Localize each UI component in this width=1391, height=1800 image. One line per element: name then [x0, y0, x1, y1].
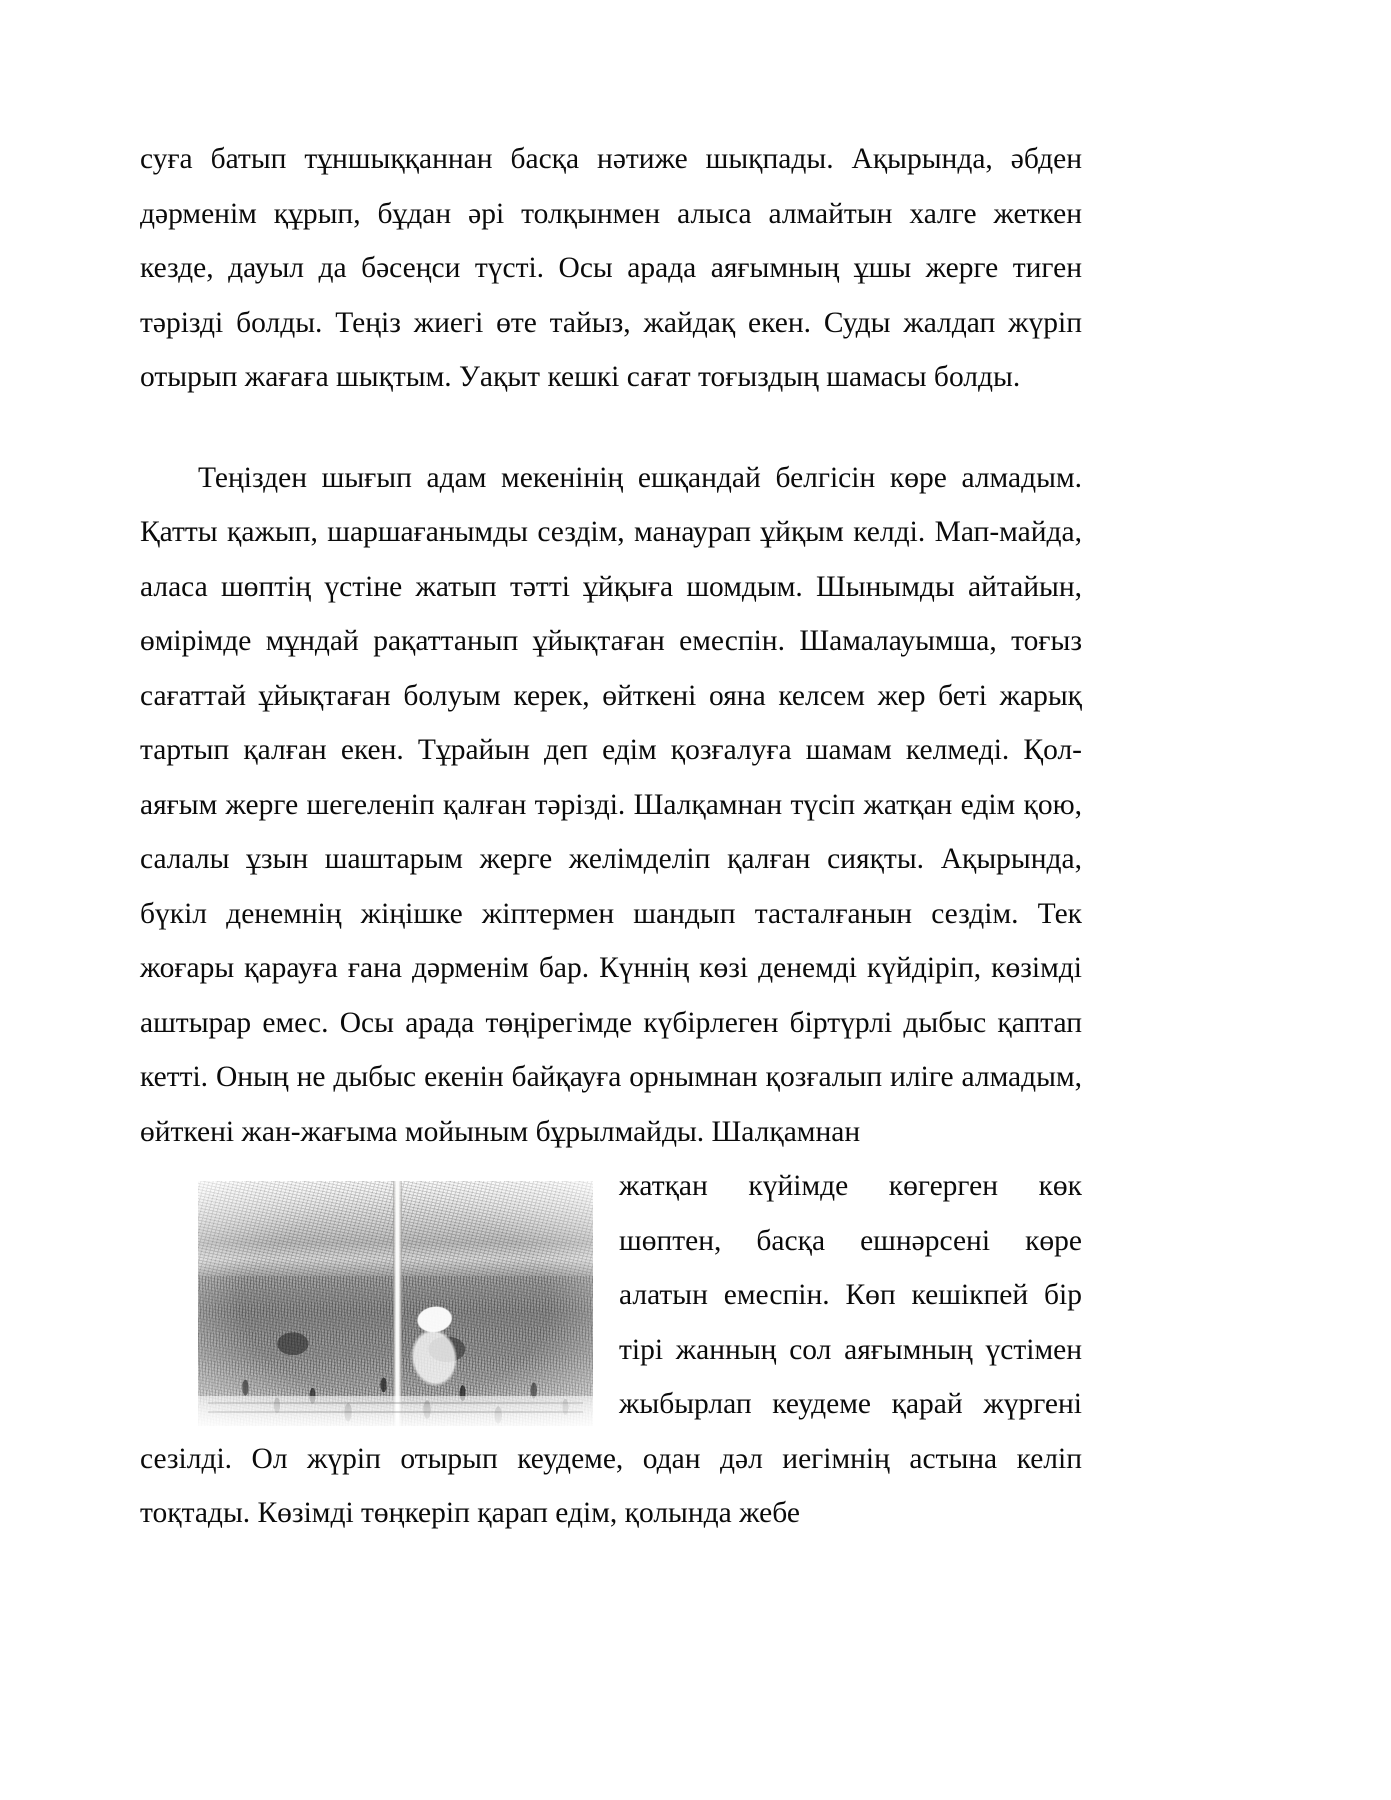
paragraph-2: Теңізден шығып адам мекенінің ешқандай белгісін көре алмадым. Қатты қажып, шаршағанымды сездім, манаурап ұйқым келді. Мап-майда, аласа шөптің үстіне жатып тәтті ұйқыға шомдым. Шынымды айтайын, өмірімде мұндай рақаттанып ұйықтаған емеспін. Шамалауымша, тоғыз сағаттай ұйықтаған болуым керек, өйткені ояна келсем жер беті жарық тартып қалған екен. Тұрайын деп едім қозғалуға шамам келмеді. Қол-аяғым жерге шегеленіп қалған тәрізді. Шалқамнан түсіп жатқан едім қою, салалы ұзын шаштарым жерге желімделіп қалған сияқты. Ақырында, бүкіл денемнің жіңішке жіптермен шандып тасталғанын сездім. Тек жоғары қарауға ғана дәрменім бар. Күннің көзі денемді күйдіріп, көзімді аштырар емес. Осы арада төңірегімде күбірлеген біртүрлі дыбыс қаптап кетті. Оның не дыбыс екенін байқауға орнымнан қозғалып иліге алмадым, өйткені жан-жағыма мойыным бұрылмайды. Шалқамнан [140, 461, 1082, 1148]
paragraph-3: жатқан күйімде көгерген көк шөптен, басқа ешнәрсені көре алатын емеспін. Көп кешікпей бір тірі жанның сол аяғымның үстімен жыбырлап кеудеме қарай жүргені сезілді. Ол жүріп отырып кеудеме, одан дәл иегімнің астына келіп тоқтады. Көзімді төңкеріп қарап едім, қолында жебе [140, 1170, 1082, 1529]
illustration-figure [198, 1181, 593, 1426]
paragraph-1: суға батып тұншыққаннан басқа нәтиже шықпады. Ақырында, әбден дәрменім құрып, бұдан әрі толқынмен алыса алмайтын халге жеткен кезде, дауыл да бәсеңси түсті. Осы арада аяғымның ұшы жерге тиген тәрізді болды. Теңіз жиегі өте тайыз, жайдақ екен. Суды жалдап жүріп отырып жағаға шықтым. Уақыт кешкі сағат тоғыздың шамасы болды. [140, 143, 1082, 393]
illustration-wrap-block [140, 1159, 1082, 1541]
engraving-vignette [198, 1181, 593, 1426]
paragraph-spacer [140, 405, 1082, 451]
page-content [140, 132, 1082, 1541]
